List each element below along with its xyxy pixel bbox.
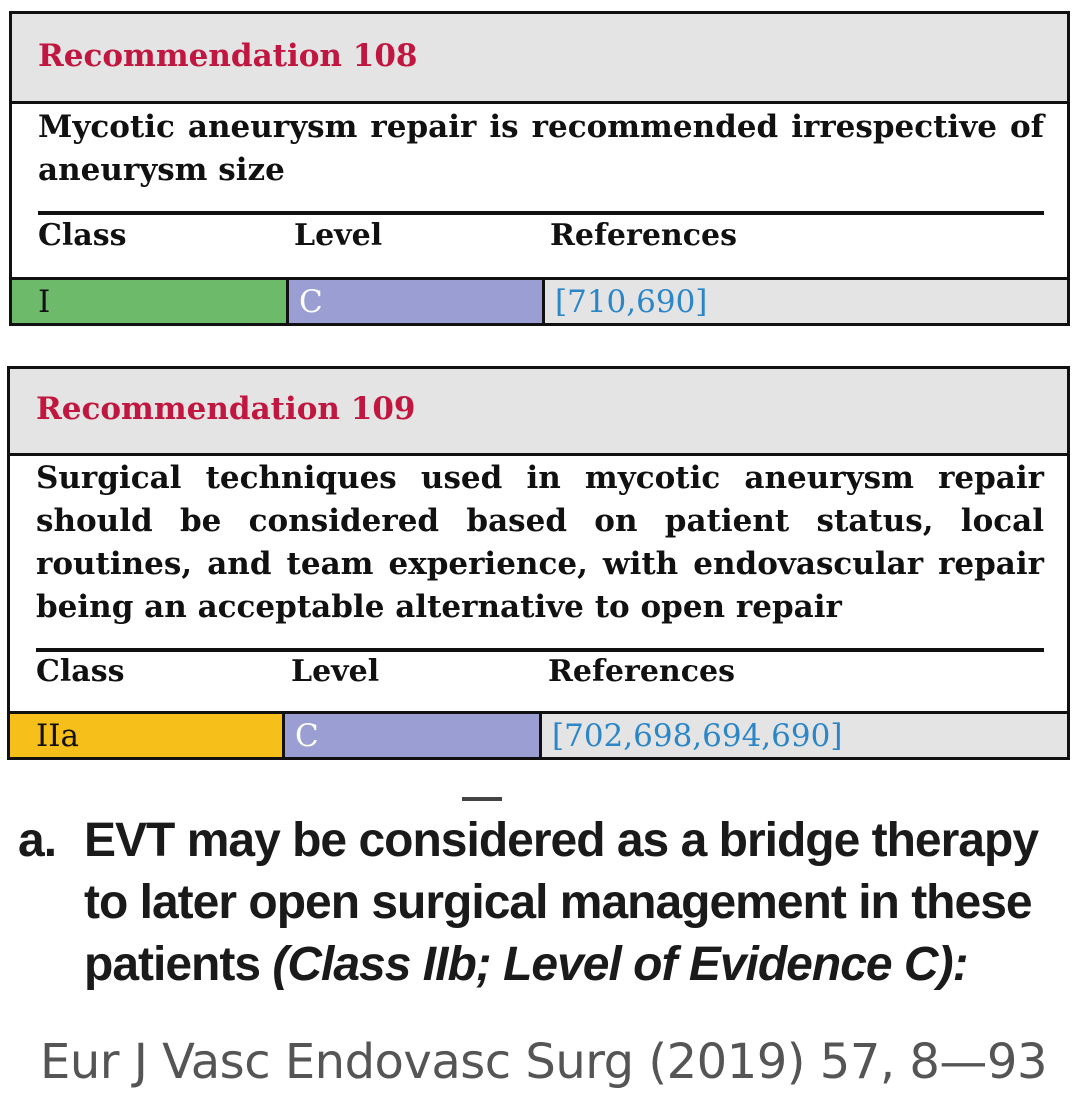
journal-citation: Eur J Vasc Endovasc Surg (2019) 57, 8—93 <box>40 1034 1047 1090</box>
column-header-level: Level <box>294 218 383 253</box>
grade-row <box>12 277 1067 323</box>
recommendation-title: Recommendation 108 <box>38 38 418 74</box>
grade-row <box>10 711 1067 757</box>
recommendation-header <box>12 14 1067 104</box>
recommendation-header <box>10 369 1067 456</box>
class-cell: I <box>12 280 286 323</box>
references-link[interactable]: [710,690] <box>542 280 1067 323</box>
recommendation-title: Recommendation 109 <box>36 391 416 427</box>
scan-artifact <box>462 797 502 801</box>
header-rule <box>38 211 1044 215</box>
statement-line-3-text: patients <box>84 938 273 991</box>
recommendation-109-box <box>7 366 1070 760</box>
level-cell: C <box>286 280 542 323</box>
class-cell: IIa <box>10 714 282 757</box>
statement-line-1: EVT may be considered as a bridge therapy <box>84 814 1039 867</box>
header-rule <box>36 648 1044 652</box>
column-header-references: References <box>550 218 737 253</box>
column-header-class: Class <box>38 218 127 253</box>
recommendation-108-box <box>9 11 1070 326</box>
column-header-level: Level <box>291 654 380 689</box>
statement-line-2: to later open surgical management in these <box>84 876 1032 929</box>
list-marker: a. <box>18 814 57 867</box>
recommendation-text: Surgical techniques used in mycotic aneurysm repair should be considered based on patient status, local routines, and team experience, with endovascular repair being an acceptable alternative to open repair <box>36 460 1044 625</box>
column-header-class: Class <box>36 654 125 689</box>
recommendation-text: Mycotic aneurysm repair is recommended irrespective of aneurysm size <box>38 109 1044 188</box>
column-header-references: References <box>548 654 735 689</box>
evidence-grade: (Class IIb; Level of Evidence C): <box>272 938 968 991</box>
guideline-statement <box>84 810 1074 996</box>
level-cell: C <box>282 714 539 757</box>
references-link[interactable]: [702,698,694,690] <box>539 714 1067 757</box>
statement-line-3 <box>84 934 1074 996</box>
